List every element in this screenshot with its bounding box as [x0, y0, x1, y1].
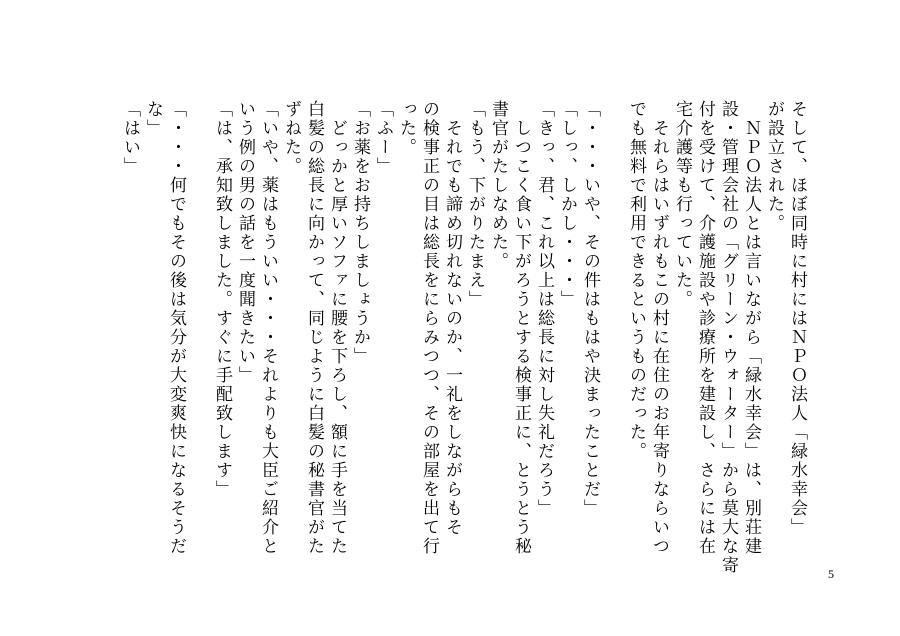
text-line: ＮＰＯ法人とは言いながら「緑水幸会」は、別荘建	[741, 100, 761, 556]
blank-line	[602, 100, 624, 590]
text-line: そして、ほぼ同時に村にはＮＰＯ法人「緑水幸会」	[787, 100, 807, 537]
text-line: 「は、承知致しました。すぐに手配致します」	[212, 100, 232, 499]
text-line: の検事正の目は総長をにらみつつ、その部屋を出て行	[419, 100, 439, 556]
text-line: どっかと厚いソファに腰を下ろし、額に手を当てた	[327, 100, 347, 556]
text-line: 「・・・いや、その件はもはや決まったことだ」	[580, 100, 600, 518]
text-line: 「しっ、しかし・・・」	[557, 100, 577, 309]
text-line: しつこく食い下がろうとする検事正に、とうとう秘	[511, 100, 531, 556]
text-line: 白髪の総長に向かって、同じように白髪の秘書官がた	[304, 100, 324, 556]
blank-line	[188, 100, 210, 590]
text-line: 「はい」	[120, 100, 140, 176]
text-line: 「もう、下がりたまえ」	[465, 100, 485, 309]
text-line: 書官がたしなめた。	[488, 100, 508, 271]
text-line: 「きっ、君、これ以上は総長に対し失礼だろう」	[534, 100, 554, 518]
text-line: 付を受けて、介護施設や診療所を建設し、さらには在	[695, 100, 715, 556]
page-number: 5	[828, 567, 834, 581]
text-line: が設立された。	[764, 100, 784, 233]
text-line: いう例の男の話を一度聞きたい」	[235, 100, 255, 385]
text-line: った。	[396, 100, 416, 157]
vertical-text-body	[108, 100, 808, 590]
text-line: な」	[143, 100, 163, 138]
text-line: 「・・・何でもその後は気分が大変爽快になるそうだ	[166, 100, 186, 556]
text-line: それでも諦め切れないのか、一礼をしながらもそ	[442, 100, 462, 537]
text-line: 「お薬をお持ちしましょうか」	[350, 100, 370, 366]
text-line: それらはいずれもこの村に在住のお年寄りならいつ	[649, 100, 669, 556]
text-line: でも無料で利用できるというものだった。	[626, 100, 646, 461]
text-line: ずねた。	[281, 100, 301, 176]
text-line: 設・管理会社の「グリーン・ウォーター」から莫大な寄	[718, 100, 738, 575]
text-line: 「いや、薬はもういい・・・それよりも大臣ご紹介と	[258, 100, 278, 556]
text-line: 「ふー」	[373, 100, 393, 176]
text-line: 宅介護等も行っていた。	[672, 100, 692, 309]
